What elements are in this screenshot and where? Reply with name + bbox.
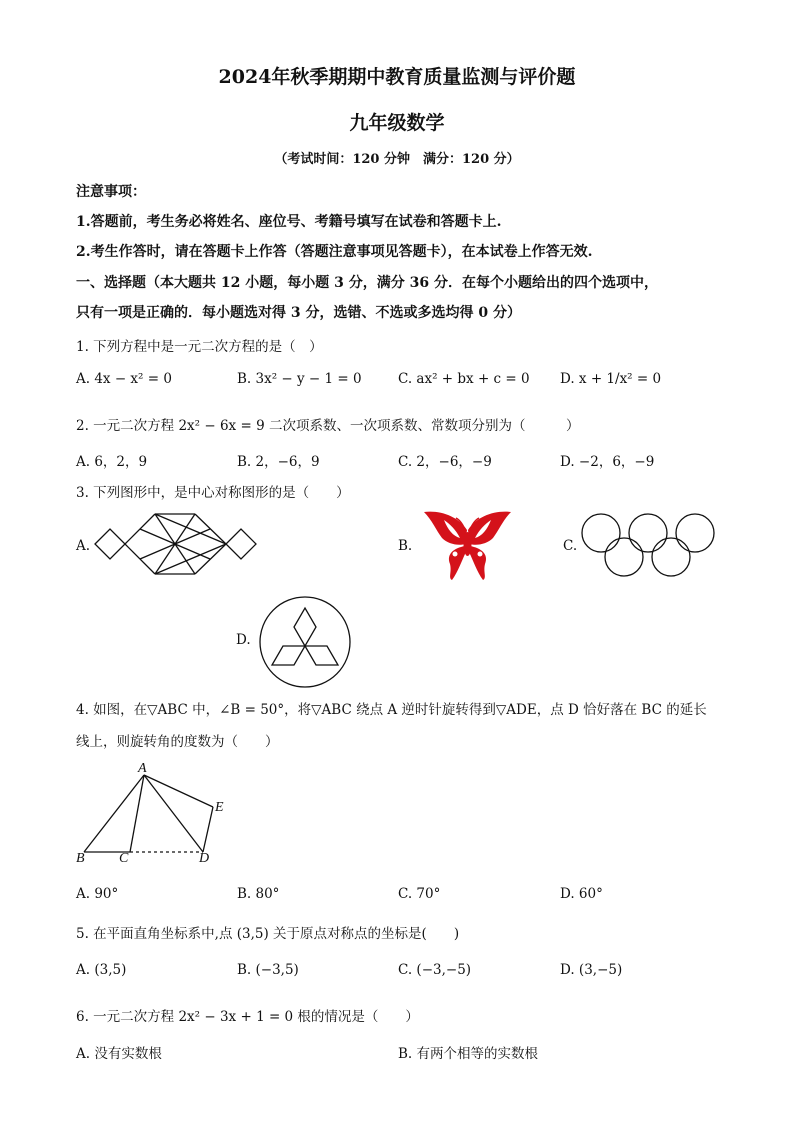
exam-title: 2024年秋季期期中教育质量监测与评价题	[218, 66, 576, 88]
question-6-stem: 6. 一元二次方程 2x² − 3x + 1 = 0 根的情况是（ ）	[76, 1009, 419, 1025]
figure-label-a: A	[138, 761, 147, 776]
question-1-option-a: A. 4x − x² = 0	[76, 371, 172, 387]
figure-a-knot	[93, 512, 258, 577]
question-4-option-c: C. 70°	[398, 886, 441, 902]
note-item-1: 1.答题前，考生务必将姓名、座位号、考籍号填写在试卷和答题卡上.	[76, 214, 502, 230]
question-1-option-c: C. ax² + bx + c = 0	[398, 371, 530, 387]
question-3-option-b: B.	[398, 538, 413, 554]
question-5-option-a: A. (3,5)	[76, 962, 127, 978]
notes-heading: 注意事项：	[76, 184, 146, 200]
section-instructions-line2: 只有一项是正确的．每小题选对得 3 分，选错、不选或多选均得 0 分）	[76, 305, 521, 321]
question-2-stem: 2. 一元二次方程 2x² − 6x = 9 二次项系数、一次项系数、常数项分别为（ ）	[76, 418, 580, 434]
question-4-option-a: A. 90°	[76, 886, 119, 902]
question-3-option-c: C.	[563, 538, 578, 554]
question-2-option-c: C. 2，−6，−9	[398, 454, 492, 470]
question-4-option-b: B. 80°	[237, 886, 280, 902]
question-4-figure	[76, 760, 236, 870]
question-4-stem-line2: 线上，则旋转角的度数为（ ）	[76, 734, 279, 750]
question-1-stem: 1. 下列方程中是一元二次方程的是（ ）	[76, 339, 323, 355]
exam-subject: 九年级数学	[349, 112, 445, 134]
question-2-option-d: D. −2，6，−9	[560, 454, 655, 470]
note-item-2: 2.考生作答时，请在答题卡上作答（答题注意事项见答题卡），在本试卷上作答无效.	[76, 244, 593, 260]
figure-label-d: D	[199, 851, 210, 866]
question-5-option-b: B. (−3,5)	[237, 962, 299, 978]
question-2-option-b: B. 2，−6，9	[237, 454, 320, 470]
question-6-option-a: A. 没有实数根	[76, 1046, 162, 1062]
figure-label-c: C	[119, 851, 129, 866]
figure-d-rhombi-circle	[259, 596, 351, 688]
figure-label-e: E	[215, 800, 224, 815]
question-5-option-d: D. (3,−5)	[560, 962, 623, 978]
question-5-option-c: C. (−3,−5)	[398, 962, 472, 978]
question-3-option-d: D.	[236, 632, 251, 648]
question-2-option-a: A. 6，2，9	[76, 454, 148, 470]
question-1-option-b: B. 3x² − y − 1 = 0	[237, 371, 362, 387]
question-3-option-a: A.	[76, 538, 91, 554]
figure-b-butterfly	[420, 508, 515, 583]
question-4-option-d: D. 60°	[560, 886, 603, 902]
exam-info: （考试时间：120 分钟 满分：120 分）	[274, 152, 520, 167]
question-5-stem: 5. 在平面直角坐标系中,点 (3,5) 关于原点对称点的坐标是( )	[76, 926, 460, 942]
section-instructions-line1: 一、选择题（本大题共 12 小题，每小题 3 分，满分 36 分．在每个小题给出的四个选项中，	[76, 275, 658, 291]
question-6-option-b: B. 有两个相等的实数根	[398, 1046, 539, 1062]
figure-c-rings	[580, 513, 717, 578]
question-3-stem: 3. 下列图形中，是中心对称图形的是（ ）	[76, 485, 350, 501]
question-1-option-d: D. x + 1/x² = 0	[560, 371, 662, 387]
figure-label-b: B	[76, 851, 85, 866]
question-4-stem-line1: 4. 如图，在▽ABC 中，∠B = 50°，将▽ABC 绕点 A 逆时针旋转得到▽ADE，点 D 恰好落在 BC 的延长	[76, 702, 707, 718]
